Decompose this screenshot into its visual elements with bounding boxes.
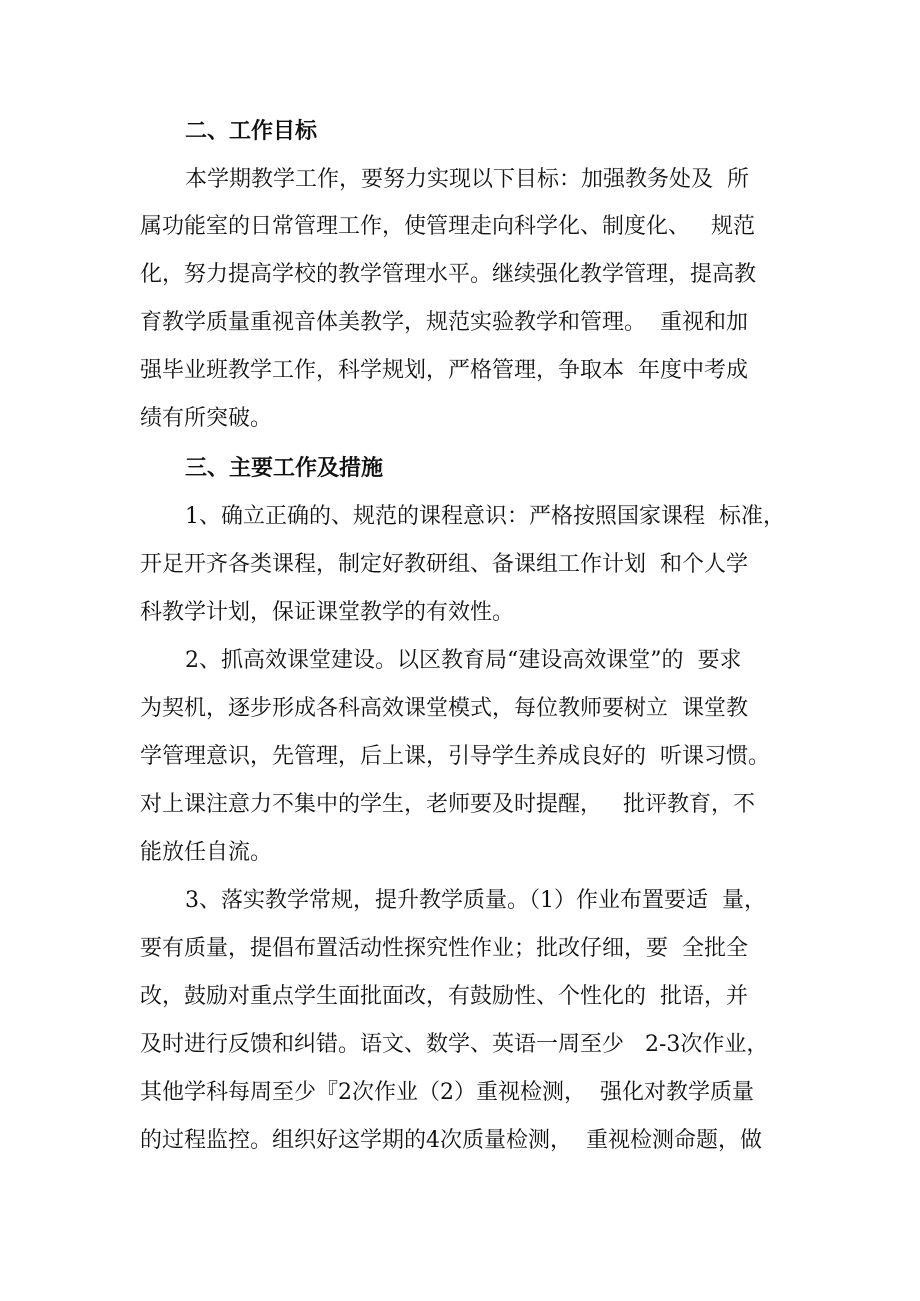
paragraph-line: 化，努力提高学校的教学管理水平。继续强化教学管理，提高教 [140,262,757,287]
paragraph-line: 为契机，逐步形成各科高效课堂模式，每位教师要树立 课堂教 [140,696,748,721]
paragraph-line: 能放任自流。 [140,840,273,865]
paragraph-line: 学管理意识，先管理，后上课，引导学生养成良好的 听课习惯。 [140,744,770,769]
paragraph-line: 的过程监控。组织好这学期的4次质量检测， 重视检测命题，做 [140,1128,762,1153]
section-heading-goals: 二、工作目标 [185,119,318,144]
paragraph-line: 属功能室的日常管理工作，使管理走向科学化、制度化、 规范 [140,214,755,239]
paragraph-line: 要有质量，提倡布置活动性探究性作业；批改仔细，要 全批全 [140,936,748,961]
paragraph-line: 科教学计划，保证课堂教学的有效性。 [140,600,515,625]
paragraph-line: 开足开齐各类课程，制定好教研组、备课组工作计划 和个人学 [140,552,748,577]
paragraph-line: 改，鼓励对重点学生面批面改，有鼓励性、个性化的 批语，并 [140,984,748,1009]
section-heading-measures: 三、主要工作及措施 [185,456,384,481]
paragraph-line: 绩有所突破。 [140,406,273,431]
paragraph-line: 育教学质量重视音体美教学，规范实验教学和管理。 重视和加 [140,310,748,335]
paragraph-line: 强毕业班教学工作，科学规划，严格管理，争取本 年度中考成 [140,358,748,383]
paragraph-line: 1、确立正确的、规范的课程意识：严格按照国家课程 标准， [185,504,785,529]
paragraph-line: 其他学科每周至少『2次作业（2）重视检测， 强化对教学质量 [140,1080,754,1105]
paragraph-line: 对上课注意力不集中的学生，老师要及时提醒， 批评教育，不 [140,792,755,817]
paragraph-line: 本学期教学工作，要努力实现以下目标：加强教务处及 所 [185,167,749,192]
paragraph-line: 2、抓高效课堂建设。以区教育局“建设高效课堂”的 要求 [185,648,742,673]
paragraph-line: 3、落实教学常规，提升教学质量。（1）作业布置要适 量， [185,888,766,913]
paragraph-line: 及时进行反馈和纠错。语文、数学、英语一周至少 2-3次作业， [140,1032,769,1057]
